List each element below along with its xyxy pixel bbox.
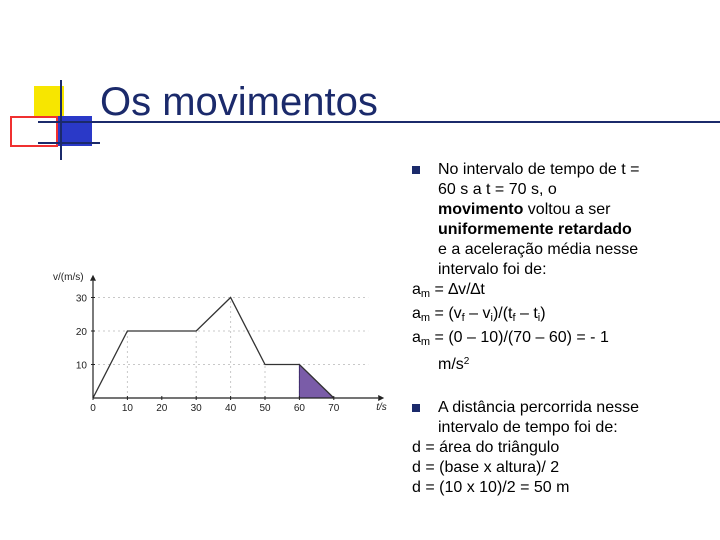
x-tick-60: 60 [293, 403, 305, 414]
bullet1-line1: No intervalo de tempo de t = [438, 161, 640, 178]
x-axis-label: t/s [376, 402, 387, 413]
x-tick-50: 50 [259, 403, 271, 414]
eq2-sub-f: f [461, 312, 465, 324]
eq3-sub: m [420, 336, 431, 348]
slide-title: Os movimentos [100, 80, 378, 124]
bullet1-line6: intervalo foi de: [438, 261, 547, 278]
eq2-p1: = (v [430, 305, 462, 322]
eq1-sub: m [420, 288, 431, 300]
y-axis-arrow [90, 275, 96, 281]
eq2-a: a [412, 305, 421, 322]
eq1-rest: = ∆v/∆t [430, 281, 485, 298]
acceleration-explanation [412, 160, 712, 375]
logo-vertical-rule [60, 80, 62, 160]
x-tick-0: 0 [90, 403, 96, 414]
x-tick-70: 70 [328, 403, 340, 414]
bullet-item-2 [412, 398, 712, 418]
distance-eq-2: d = (base x altura)/ 2 [412, 459, 560, 476]
y-tick-labels [76, 294, 95, 372]
y-axis-label: v/(m/s) [53, 271, 84, 283]
x-axis-arrow [378, 395, 384, 401]
bullet1-line2: 60 s a t = 70 s, o [438, 181, 557, 198]
bullet1-line3 [412, 200, 712, 220]
y-tick-10: 10 [75, 360, 87, 372]
x-tick-10: 10 [121, 403, 133, 414]
velocity-line [93, 298, 334, 399]
graph-grid [93, 298, 368, 399]
eq2-p2: – v [464, 305, 491, 322]
eq2-p3: )/(t [492, 305, 513, 322]
bullet1-line5: e a aceleração média nesse [438, 241, 639, 258]
eq3-a: a [412, 329, 421, 346]
bullet2-line1: A distância percorrida nesse [438, 399, 639, 416]
bullet1-line3-rest: voltou a ser [523, 201, 611, 218]
y-tick-30: 30 [75, 293, 87, 305]
eq3-sup: 2 [463, 356, 470, 367]
equation-1 [412, 280, 712, 304]
logo-rule [38, 142, 100, 144]
x-tick-40: 40 [225, 403, 237, 414]
eq1-a: a [412, 281, 421, 298]
bullet1-line3-bold: movimento [438, 201, 524, 218]
x-tick-labels [90, 396, 340, 414]
eq2-sub: m [420, 312, 431, 324]
eq3-rest: = (0 – 10)/(70 – 60) = - 1 [430, 329, 609, 346]
y-tick-20: 20 [75, 327, 87, 338]
bullet-item-1 [412, 160, 712, 180]
eq2-sub-i: i [490, 312, 493, 324]
bullet1-line4: uniformemente retardado [438, 221, 632, 238]
bullet2-line2: intervalo de tempo foi de: [438, 419, 618, 436]
equation-2 [412, 304, 712, 328]
distance-eq-1: d = área do triângulo [412, 439, 560, 456]
velocity-time-graph [48, 240, 388, 430]
eq3-unit: m/s [438, 356, 464, 373]
square-bullet-icon [412, 166, 420, 174]
eq2-sub-f2: f [512, 312, 516, 324]
distance-explanation [412, 398, 712, 498]
x-tick-20: 20 [156, 403, 168, 414]
equation-3-unit [412, 352, 712, 375]
eq2-sub-i2: i [537, 312, 541, 324]
square-bullet-icon [412, 404, 420, 412]
equation-3 [412, 328, 712, 352]
distance-eq-3: d = (10 x 10)/2 = 50 m [412, 479, 570, 496]
eq2-p4: – t [515, 305, 538, 322]
eq2-p5: ) [540, 305, 546, 322]
x-tick-30: 30 [190, 403, 202, 414]
